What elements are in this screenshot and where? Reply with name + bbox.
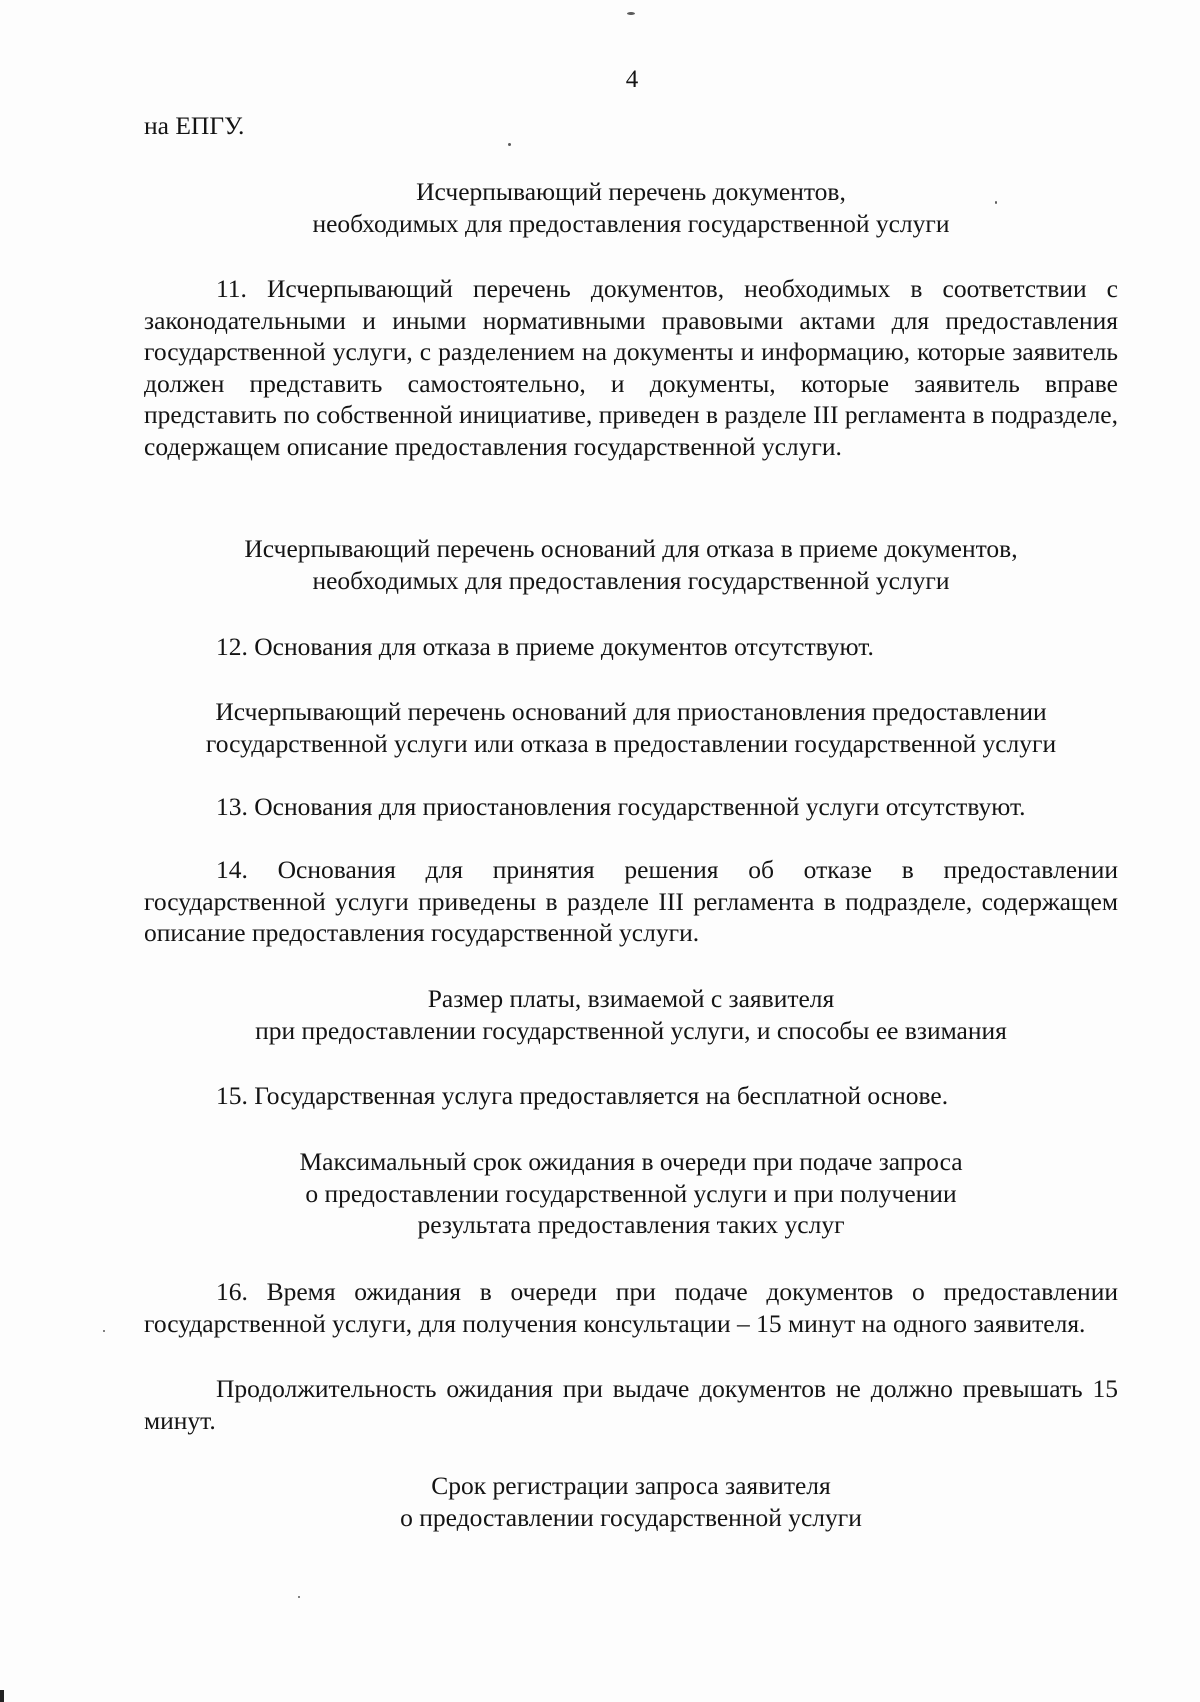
heading-line: при предоставлении государственной услуги, и способы ее взимания <box>255 1015 1007 1045</box>
scan-speck <box>995 201 997 204</box>
section-heading-documents-list <box>144 176 1118 239</box>
heading-line: Максимальный срок ожидания в очереди при подаче запроса <box>299 1147 963 1176</box>
paragraph-12: 12. Основания для отказа в приеме документов отсутствуют. <box>216 632 874 661</box>
heading-line: Исчерпывающий перечень документов, <box>416 177 846 206</box>
paragraph-15: 15. Государственная услуга предоставляется на бесплатной основе. <box>216 1081 949 1110</box>
paragraph-13: 13. Основания для приостановления государственной услуги отсутствуют. <box>216 792 1026 821</box>
section-heading-suspension-grounds <box>144 696 1118 759</box>
heading-line: необходимых для предоставления государственной услуги <box>312 208 950 238</box>
heading-line: Срок регистрации запроса заявителя <box>431 1471 831 1500</box>
heading-line: о предоставлении государственной услуги <box>400 1502 862 1532</box>
paragraph-waiting-duration: Продолжительность ожидания при выдаче документов не должно превышать 15 минут. <box>144 1374 1118 1435</box>
continuation-text: на ЕПГУ. <box>144 111 245 140</box>
heading-line: государственной услуги или отказа в предоставлении государственной услуги <box>205 728 1057 758</box>
heading-line: Исчерпывающий перечень оснований для приостановления предоставлении <box>215 697 1047 726</box>
section-heading-fee <box>144 983 1118 1046</box>
heading-line: Исчерпывающий перечень оснований для отказа в приеме документов, <box>244 534 1018 563</box>
heading-line: Размер платы, взимаемой с заявителя <box>427 984 835 1013</box>
scan-speck <box>508 143 511 146</box>
section-heading-waiting-time <box>144 1146 1118 1241</box>
scan-speck <box>627 12 635 15</box>
page-number: 4 <box>625 66 639 93</box>
section-heading-refusal-grounds <box>144 533 1118 596</box>
paragraph-16: 16. Время ожидания в очереди при подаче документов о предоставлении государственной услуги, для получения консультации – 15 минут на одного заявителя. <box>144 1277 1118 1338</box>
section-heading-registration-term <box>144 1470 1118 1533</box>
paragraph-11: 11. Исчерпывающий перечень документов, необходимых в соответствии с законодательными и иными нормативными правовыми актами для предоставления государственной услуги, с разделением на документы и информацию, которые заявитель должен представить самостоятельно, и документы, которые заявитель вправе представить по собственной инициативе, приведен в разделе III регламента в подразделе, содержащем описание предоставления государственной услуги. <box>144 274 1118 461</box>
paragraph-14: 14. Основания для принятия решения об отказе в предоставлении государственной услуги приведены в разделе III регламента в подразделе, содержащем описание предоставления государственной услуги. <box>144 855 1118 947</box>
heading-line: результата предоставления таких услуг <box>417 1210 845 1239</box>
heading-line: о предоставлении государственной услуги и при получении <box>305 1178 957 1208</box>
scan-edge-mark <box>0 1690 4 1702</box>
heading-line: необходимых для предоставления государственной услуги <box>312 565 950 595</box>
scan-speck <box>298 1596 300 1598</box>
scan-speck <box>103 1330 105 1332</box>
